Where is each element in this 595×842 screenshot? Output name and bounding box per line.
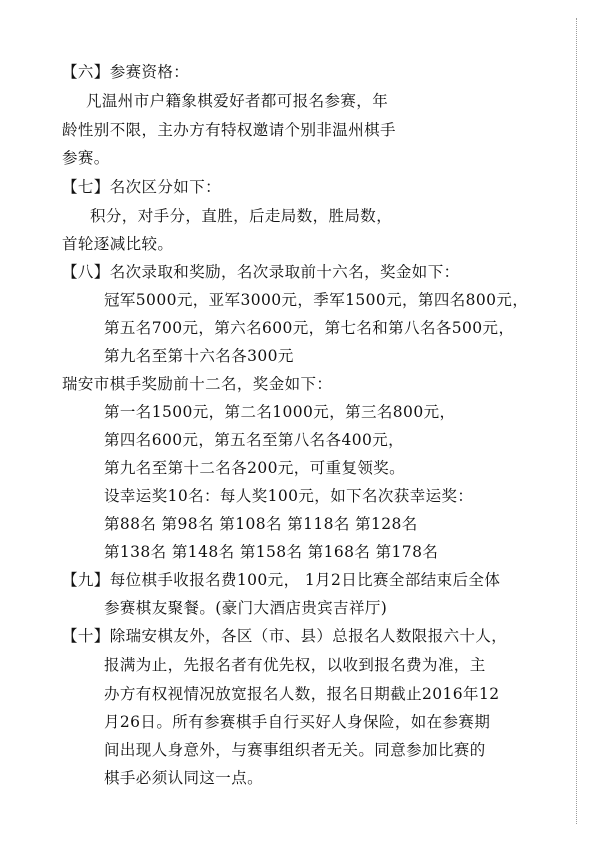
section-8-line-1: 冠军5000元，亚军3000元，季军1500元，第四名800元， [104,291,529,309]
section-6-line-3: 参赛。 [62,149,110,167]
section-10-line-1: 报满为止，先报名者有优先权，以收到报名费为准，主 [104,656,486,674]
section-7-line-1: 积分，对手分，直胜，后走局数，胜局数， [90,207,393,225]
section-8-line-3: 第九名至第十六名各300元 [104,347,294,365]
section-7-heading: 【七】名次区分如下： [62,178,222,196]
section-8-line-9: 第88名 第98名 第108名 第118名 第128名 [104,515,418,533]
section-10-line-5: 棋手必须认同这一点。 [104,769,264,787]
section-6-heading: 【六】参赛资格： [62,63,190,81]
section-6-line-2: 龄性别不限，主办方有特权邀请个别非温州棋手 [62,121,396,139]
section-10-line-2: 办方有权视情况放宽报名人数，报名日期截止2016年12 [104,685,500,703]
section-10-line-3: 月26日。所有参赛棋手自行买好人身保险，如在参赛期 [104,713,491,731]
section-7-line-2: 首轮逐减比较。 [62,235,174,253]
section-8-line-8: 设幸运奖10名：每人奖100元，如下名次获幸运奖： [104,487,474,505]
section-9-line-1: 参赛棋友聚餐。(豪门大酒店贵宾吉祥厅) [104,599,388,617]
section-8-line-4: 瑞安市棋手奖励前十二名，奖金如下： [62,375,333,393]
section-8-line-5: 第一名1500元，第二名1000元，第三名800元， [104,403,456,421]
page-border [576,18,577,824]
section-8-line-7: 第九名至第十二名各200元，可重复领奖。 [104,459,406,477]
section-9-heading: 【九】每位棋手收报名费100元， 1月2日比赛全部结束后全体 [62,571,501,589]
section-10-heading: 【十】除瑞安棋友外，各区（市、县）总报名人数限报六十人， [62,627,508,645]
section-8-line-6: 第四名600元，第五名至第八名各400元， [104,431,405,449]
section-6-line-1: 凡温州市户籍象棋爱好者都可报名参赛，年 [86,92,389,110]
section-8-line-2: 第五名700元，第六名600元，第七名和第八名各500元， [104,319,515,337]
section-10-line-4: 间出现人身意外，与赛事组织者无关。同意参加比赛的 [104,741,486,759]
section-8-heading: 【八】名次录取和奖励，名次录取前十六名，奖金如下： [62,263,460,281]
section-8-line-10: 第138名 第148名 第158名 第168名 第178名 [104,543,439,561]
